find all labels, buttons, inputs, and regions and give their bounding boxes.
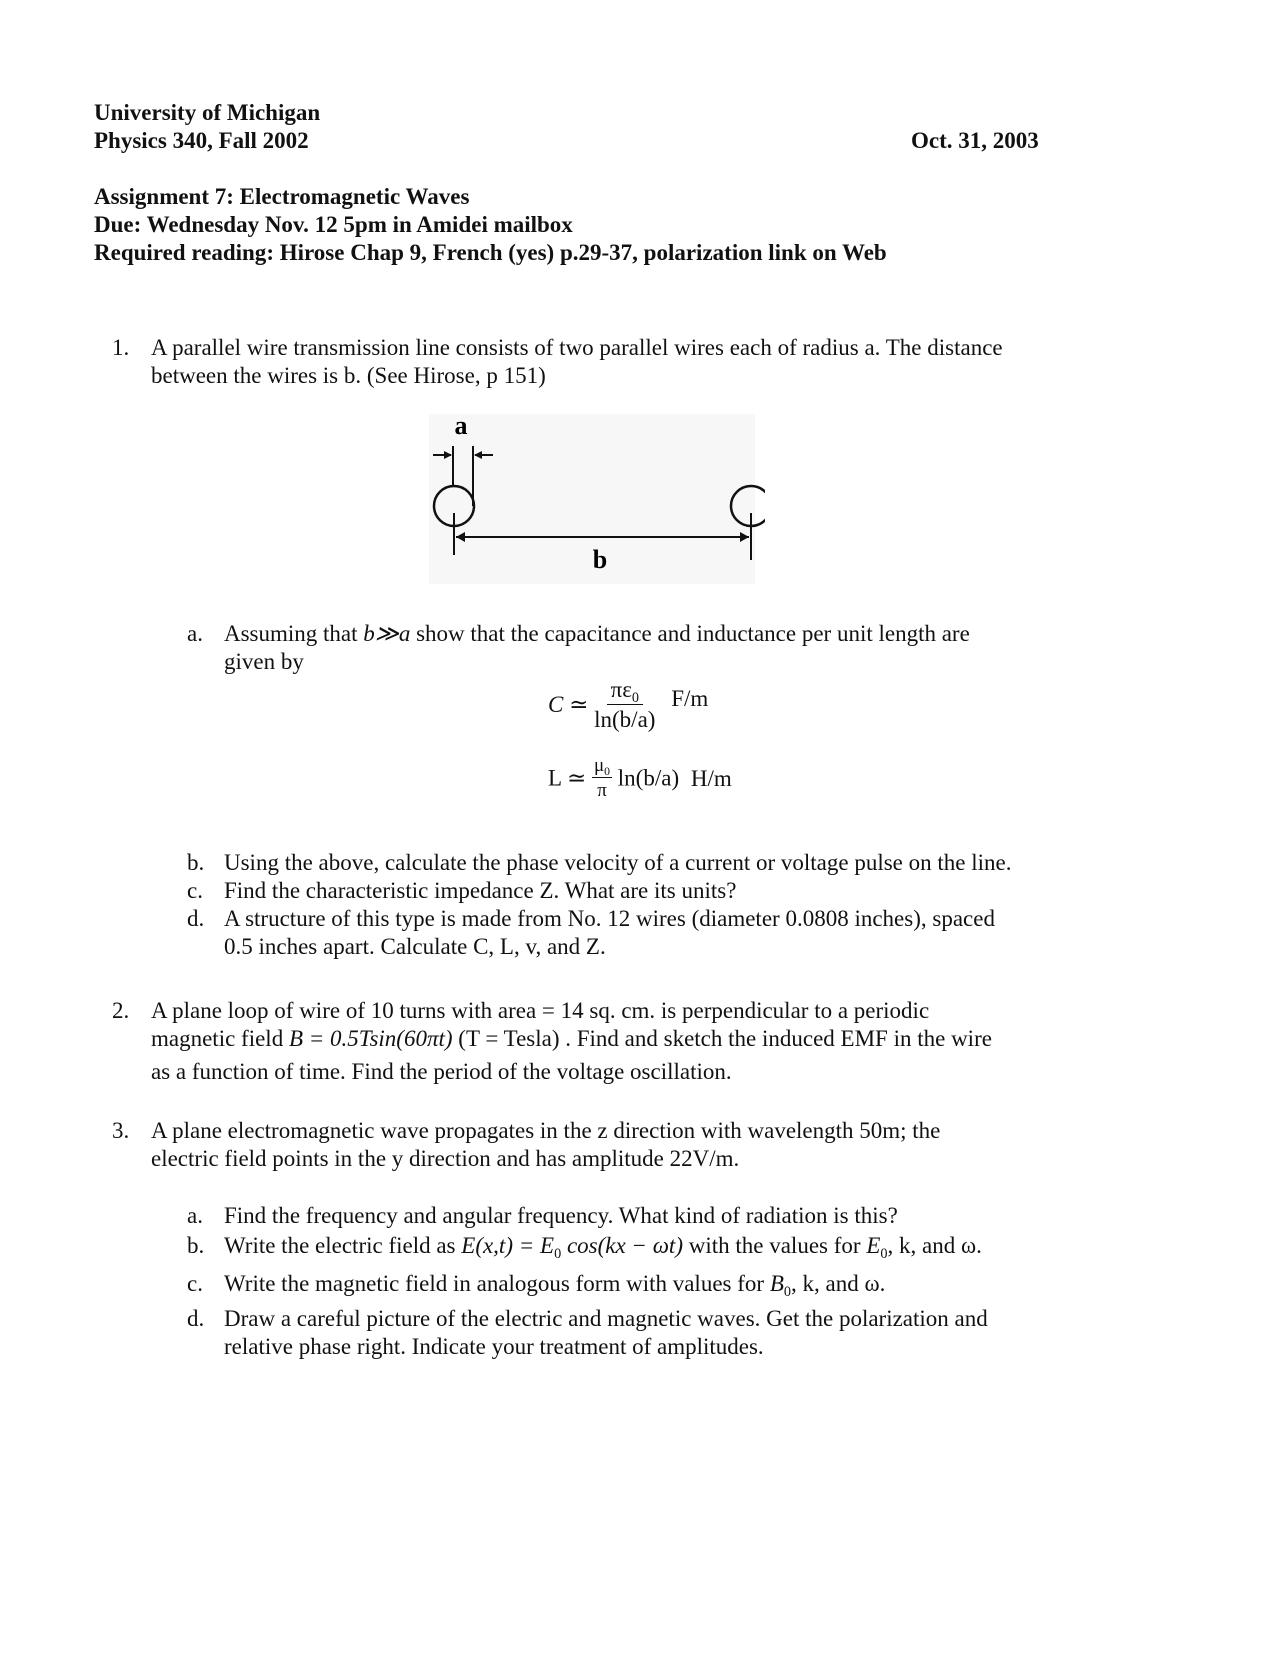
q3b-formula-sub: 0: [554, 1245, 562, 1262]
equation-capacitance: [548, 678, 708, 731]
label-b: b: [592, 545, 608, 574]
due-date: Due: Wednesday Nov. 12 5pm in Amidei mailbox: [94, 212, 573, 237]
q2-line1: A plane loop of wire of 10 turns with area = 14 sq. cm. is perpendicular to a periodic: [151, 998, 930, 1023]
q1a-condition: b≫a: [363, 621, 411, 646]
q1d-line2: 0.5 inches apart. Calculate C, L, v, and Z.: [224, 934, 606, 959]
equation-inductance: [548, 756, 732, 800]
q1a-pre: Assuming that: [224, 621, 364, 646]
q3-line2: electric field points in the y direction and has amplitude 22V/m.: [151, 1146, 740, 1171]
q3d-line1: Draw a careful picture of the electric and magnetic waves. Get the polarization and: [224, 1306, 988, 1331]
course-name: Physics 340, Fall 2002: [94, 128, 309, 153]
university-name: University of Michigan: [94, 100, 321, 125]
q3b-formula-rest: cos(kx − ωt): [561, 1233, 683, 1258]
q3b-letter: b.: [187, 1233, 205, 1258]
date: Oct. 31, 2003: [911, 128, 1039, 153]
q3-number: 3.: [112, 1118, 130, 1143]
eq-l-sub: 0: [604, 765, 611, 779]
q1c-text: Find the characteristic impedance Z. What are its units?: [224, 878, 737, 903]
eq-l-unit: H/m: [690, 765, 732, 791]
q2-line2: [151, 1027, 992, 1050]
q3a-text: Find the frequency and angular frequency. What kind of radiation is this?: [224, 1203, 898, 1228]
q1-line2: between the wires is b. (See Hirose, p 151): [151, 363, 546, 388]
reading-label: Required reading: [94, 240, 267, 265]
q3a-letter: a.: [187, 1203, 203, 1228]
eq-c-unit: F/m: [671, 686, 709, 711]
q3d-line2: relative phase right. Indicate your treatment of amplitudes.: [224, 1334, 764, 1359]
q1b-letter: b.: [187, 850, 205, 875]
eq-l-fraction: [592, 756, 612, 800]
eq-c-sub: 0: [631, 689, 639, 706]
q3c-text: [224, 1271, 886, 1300]
eq-l-log: ln(b/a): [617, 765, 680, 791]
assignment-title: Assignment 7: Electromagnetic Waves: [94, 184, 470, 209]
q3b-mid: with the values for: [682, 1233, 867, 1258]
q1a-post: show that the capacitance and inductance per unit length are: [410, 621, 970, 646]
q3c-tail: , k, and ω.: [791, 1271, 886, 1296]
eq-c-numerator: πε: [610, 677, 632, 702]
q3b-text: [224, 1233, 982, 1262]
eq-l-lhs: L ≃: [548, 765, 587, 791]
q2-number: 2.: [112, 998, 130, 1023]
eq-l-denominator: π: [597, 780, 607, 801]
q3b-tail: , k, and ω.: [887, 1233, 982, 1258]
label-a: a: [454, 411, 468, 440]
wire-diagram: [425, 410, 765, 590]
q3b-e0-sub: 0: [880, 1245, 888, 1262]
required-reading: [94, 241, 887, 264]
q1c-letter: c.: [187, 878, 203, 903]
q2-formula: B = 0.5Tsin(60πt): [288, 1026, 453, 1051]
q1-line1: A parallel wire transmission line consists of two parallel wires each of radius a. The distance: [151, 335, 1003, 360]
reading-text: : Hirose Chap 9, French (yes) p.29-37, polarization link on Web: [266, 240, 887, 265]
q1d-line1: A structure of this type is made from No. 12 wires (diameter 0.0808 inches), spaced: [224, 906, 995, 931]
q3c-b0: B: [769, 1271, 784, 1296]
q3c-pre: Write the magnetic field in analogous form with values for: [224, 1271, 770, 1296]
q3d-letter: d.: [187, 1306, 205, 1331]
eq-c-fraction: [594, 678, 655, 731]
q3b-pre: Write the electric field as: [224, 1233, 462, 1258]
eq-c-denominator: ln(b/a): [594, 707, 656, 732]
q3c-letter: c.: [187, 1271, 203, 1296]
q2-line2-pre: magnetic field: [151, 1026, 289, 1051]
eq-c-lhs: C ≃: [548, 692, 589, 717]
q2-line2-post: (T = Tesla) . Find and sketch the induced EMF in the wire: [452, 1026, 992, 1051]
q1a-letter: a.: [187, 621, 203, 646]
q1a-line2: given by: [224, 649, 304, 674]
q1-number: 1.: [112, 335, 130, 360]
q3-line1: A plane electromagnetic wave propagates in the z direction with wavelength 50m; the: [151, 1118, 941, 1143]
q1d-letter: d.: [187, 906, 205, 931]
eq-l-numerator: μ: [593, 755, 605, 776]
q2-line3: as a function of time. Find the period of the voltage oscillation.: [151, 1059, 732, 1084]
q3b-e0: E: [866, 1233, 881, 1258]
q3c-b0-sub: 0: [783, 1283, 791, 1300]
q1a-line1: [224, 622, 970, 645]
q1b-text: Using the above, calculate the phase velocity of a current or voltage pulse on the line.: [224, 850, 1012, 875]
q3b-formula: E(x,t) = E: [461, 1233, 555, 1258]
